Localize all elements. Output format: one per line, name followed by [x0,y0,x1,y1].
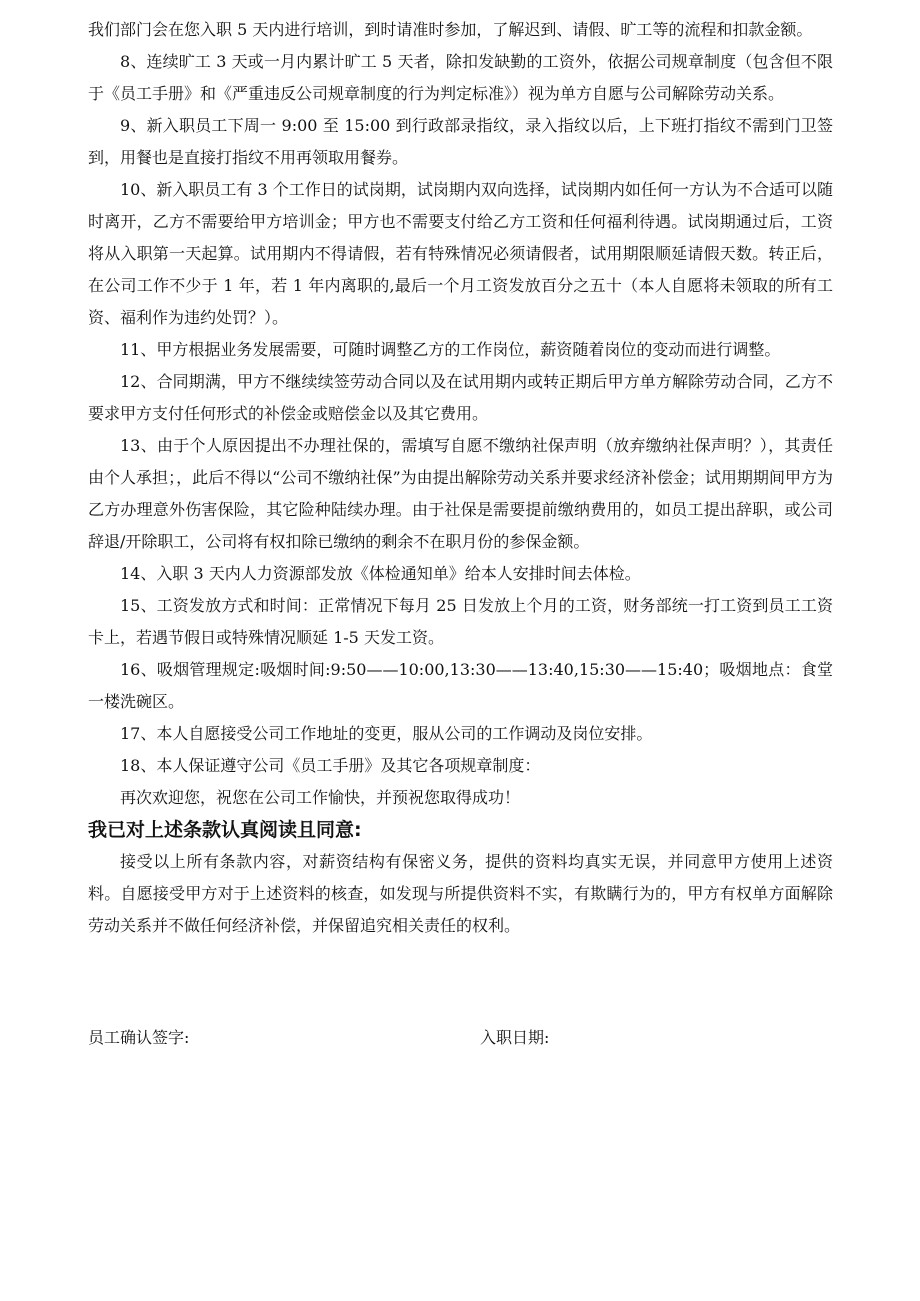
paragraph-clause-15: 15、工资发放方式和时间：正常情况下每月 25 日发放上个月的工资，财务部统一打工资到员工工资卡上，若遇节假日或特殊情况顺延 1-5 天发工资。 [88,596,833,647]
paragraph-clause-14: 14、入职 3 天内人力资源部发放《体检通知单》给本人安排时间去体检。 [120,564,641,583]
paragraph-clause-11: 11、甲方根据业务发展需要，可随时调整乙方的工作岗位，薪资随着岗位的变动而进行调整。 [120,340,781,359]
start-date-label: 入职日期: [480,1028,550,1047]
agreement-body: 接受以上所有条款内容，对薪资结构有保密义务，提供的资料均真实无误，并同意甲方使用上述资料。自愿接受甲方对于上述资料的核查，如发现与所提供资料不实，有欺瞒行为的，甲方有权单方面解除劳动关系并不做任何经济补偿，并保留追究相关责任的权利。 [88,852,833,935]
paragraph-training: 我们部门会在您入职 5 天内进行培训，到时请准时参加，了解迟到、请假、旷工等的流程和扣款金额。 [88,20,813,39]
agreement-heading: 我已对上述条款认真阅读且同意: [88,819,362,841]
paragraph-clause-17: 17、本人自愿接受公司工作地址的变更，服从公司的工作调动及岗位安排。 [120,724,653,743]
paragraph-clause-12: 12、合同期满，甲方不继续续签劳动合同以及在试用期内或转正期后甲方单方解除劳动合同，乙方不要求甲方支付任何形式的补偿金或赔偿金以及其它费用。 [88,372,833,423]
paragraph-clause-18: 18、本人保证遵守公司《员工手册》及其它各项规章制度： [120,756,541,775]
document-body [88,14,833,942]
paragraph-welcome: 再次欢迎您，祝您在公司工作愉快，并预祝您取得成功！ [120,788,521,807]
paragraph-clause-9: 9、新入职员工下周一 9:00 至 15:00 到行政部录指纹，录入指纹以后，上下班打指纹不需到门卫签到，用餐也是直接打指纹不用再领取用餐券。 [88,116,833,167]
paragraph-clause-10: 10、新入职员工有 3 个工作日的试岗期，试岗期内双向选择，试岗期内如任何一方认为不合适可以随时离开，乙方不需要给甲方培训金；甲方也不需要支付给乙方工资和任何福利待遇。试岗期通过后，工资将从入职第一天起算。试用期内不得请假，若有特殊情况必须请假者，试用期限顺延请假天数。转正后，在公司工作不少于 1 年，若 1 年内离职的,最后一个月工资发放百分之五十（本人自愿将未领取的所有工资、福利作为违约处罚？）。 [88,180,833,327]
paragraph-clause-13: 13、由于个人原因提出不办理社保的，需填写自愿不缴纳社保声明（放弃缴纳社保声明？），其责任由个人承担；，此后不得以“公司不缴纳社保”为由提出解除劳动关系并要求经济补偿金；试用期期间甲方为乙方办理意外伤害保险，其它险种陆续办理。由于社保是需要提前缴纳费用的，如员工提出辞职，或公司辞退/开除职工，公司将有权扣除已缴纳的剩余不在职月份的参保金额。 [88,436,833,551]
employee-signature-label: 员工确认签字: [88,1028,190,1047]
paragraph-clause-16: 16、吸烟管理规定:吸烟时间:9:50——10:00,13:30——13:40,15:30——15:40；吸烟地点：食堂一楼洗碗区。 [88,660,833,711]
paragraph-clause-8: 8、连续旷工 3 天或一月内累计旷工 5 天者，除扣发缺勤的工资外，依据公司规章制度（包含但不限于《员工手册》和《严重违反公司规章制度的行为判定标准》）视为单方自愿与公司解除劳动关系。 [88,52,833,103]
